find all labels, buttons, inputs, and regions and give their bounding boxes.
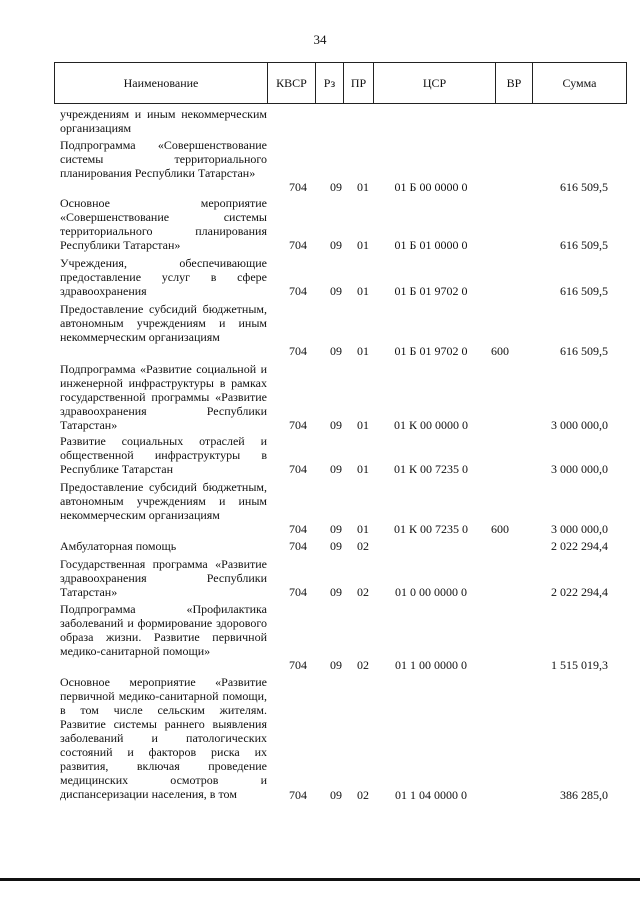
row-name: Предоставление субсидий бюджетным, автономным учреждениям и иным некоммерческим организациям: [60, 302, 267, 344]
table-header: [54, 62, 627, 104]
header-rz: Рз: [316, 63, 344, 104]
row-csr: 01 К 00 7235 0: [393, 522, 468, 536]
row-kvsr: 704: [289, 180, 307, 194]
row-csr: 01 1 00 0000 0: [395, 658, 467, 672]
table-row: [0, 557, 640, 599]
row-csr: 01 Б 01 9702 0: [394, 344, 468, 358]
row-rz: 09: [330, 585, 342, 599]
row-name: Основное мероприятие «Развитие первичной медико-санитарной помощи, в том числе сельским жителям. Развитие системы раннего выявления заболеваний и патологических состояний и факторов риска их развития, включая проведение медицинских осмотров и диспансеризации населения, в том: [60, 675, 267, 801]
row-pr: 02: [357, 585, 369, 599]
row-sum: 3 000 000,0: [551, 522, 608, 536]
table-row: [0, 138, 640, 194]
header-vr: ВР: [496, 63, 533, 104]
row-kvsr: 704: [289, 539, 307, 553]
header-csr: ЦСР: [374, 63, 496, 104]
row-sum: 2 022 294,4: [551, 585, 608, 599]
table-row: [0, 107, 640, 135]
row-name: Государственная программа «Развитие здравоохранения Республики Татарстан»: [60, 557, 267, 599]
row-rz: 09: [330, 238, 342, 252]
header-pr: ПР: [344, 63, 374, 104]
row-rz: 09: [330, 418, 342, 432]
table-row: [0, 434, 640, 476]
table-row: [0, 675, 640, 803]
row-pr: 02: [357, 788, 369, 802]
row-name: Подпрограмма «Совершенствование системы территориального планирования Республики Татарстан»: [60, 138, 267, 180]
row-sum: 1 515 019,3: [551, 658, 608, 672]
row-name: Подпрограмма «Развитие социальной и инженерной инфраструктуры в рамках государственной программы «Развитие здравоохранения Республики Татарстан»: [60, 362, 267, 432]
table-row: [0, 480, 640, 536]
row-kvsr: 704: [289, 238, 307, 252]
row-name: Подпрограмма «Профилактика заболеваний и формирование здорового образа жизни. Развитие первичной медико-санитарной помощи»: [60, 602, 267, 658]
row-sum: 616 509,5: [560, 344, 608, 358]
row-name: Предоставление субсидий бюджетным, автономным учреждениям и иным некоммерческим организациям: [60, 480, 267, 522]
row-pr: 02: [357, 658, 369, 672]
row-name: Развитие социальных отраслей и общественной инфраструктуры в Республике Татарстан: [60, 434, 267, 476]
row-sum: 386 285,0: [560, 788, 608, 802]
table-row: [0, 302, 640, 358]
row-sum: 616 509,5: [560, 238, 608, 252]
row-pr: 01: [357, 284, 369, 298]
row-rz: 09: [330, 284, 342, 298]
row-rz: 09: [330, 539, 342, 553]
row-sum: 616 509,5: [560, 284, 608, 298]
header-name: Наименование: [55, 63, 268, 104]
row-csr: 01 Б 01 9702 0: [394, 284, 468, 298]
row-sum: 616 509,5: [560, 180, 608, 194]
table-row: [0, 256, 640, 298]
row-rz: 09: [330, 180, 342, 194]
row-rz: 09: [330, 522, 342, 536]
row-kvsr: 704: [289, 462, 307, 476]
row-pr: 01: [357, 522, 369, 536]
row-kvsr: 704: [289, 788, 307, 802]
row-pr: 01: [357, 180, 369, 194]
page-number: 34: [313, 32, 327, 47]
row-kvsr: 704: [289, 585, 307, 599]
row-name: Основное мероприятие «Совершенствование системы территориального планирования Республики Татарстан»: [60, 196, 267, 252]
row-rz: 09: [330, 344, 342, 358]
row-vr: 600: [491, 344, 509, 358]
row-csr: 01 К 00 7235 0: [393, 462, 468, 476]
row-pr: 01: [357, 418, 369, 432]
row-sum: 2 022 294,4: [551, 539, 608, 553]
row-csr: 01 Б 00 0000 0: [394, 180, 468, 194]
row-kvsr: 704: [289, 418, 307, 432]
row-sum: 3 000 000,0: [551, 462, 608, 476]
row-csr: 01 К 00 0000 0: [393, 418, 468, 432]
row-rz: 09: [330, 462, 342, 476]
row-name: Учреждения, обеспечивающие предоставление услуг в сфере здравоохранения: [60, 256, 267, 298]
row-csr: 01 Б 01 0000 0: [394, 238, 468, 252]
row-kvsr: 704: [289, 658, 307, 672]
row-rz: 09: [330, 788, 342, 802]
row-vr: 600: [491, 522, 509, 536]
row-csr: 01 0 00 0000 0: [395, 585, 467, 599]
page-bottom-border: [0, 878, 640, 881]
table-row: [0, 362, 640, 432]
row-sum: 3 000 000,0: [551, 418, 608, 432]
row-rz: 09: [330, 658, 342, 672]
table-row: [0, 539, 640, 553]
row-kvsr: 704: [289, 522, 307, 536]
row-csr: 01 1 04 0000 0: [395, 788, 467, 802]
row-pr: 01: [357, 344, 369, 358]
row-name: учреждениям и иным некоммерческим организациям: [60, 107, 267, 135]
header-sum: Сумма: [533, 63, 627, 104]
row-name: Амбулаторная помощь: [60, 539, 177, 553]
row-kvsr: 704: [289, 344, 307, 358]
row-pr: 01: [357, 462, 369, 476]
header-kvsr: КВСР: [268, 63, 316, 104]
row-kvsr: 704: [289, 284, 307, 298]
row-pr: 02: [357, 539, 369, 553]
table-row: [0, 196, 640, 252]
table-row: [0, 602, 640, 672]
row-pr: 01: [357, 238, 369, 252]
